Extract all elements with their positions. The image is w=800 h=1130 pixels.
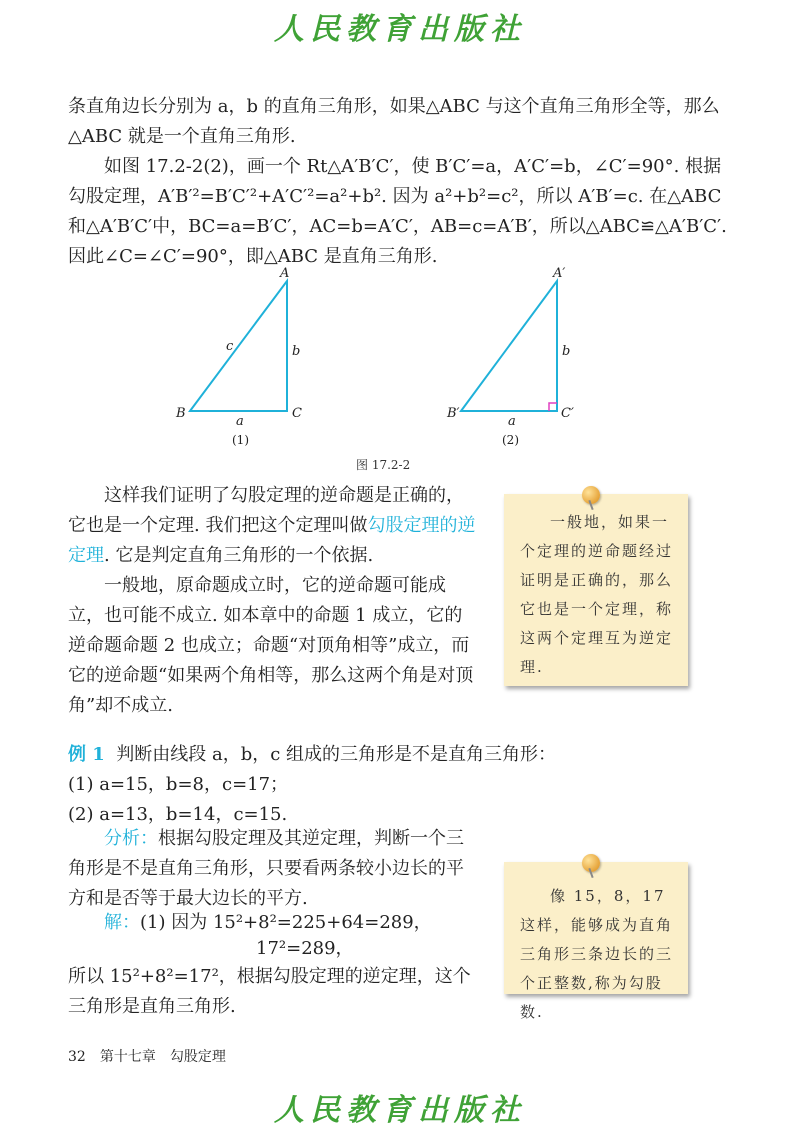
pin-icon — [582, 486, 600, 504]
publisher-logo-bottom: 人民教育出版社 — [274, 1093, 526, 1128]
pin-icon — [582, 854, 600, 872]
label-a: a — [236, 414, 244, 429]
label-a-prime: a — [508, 414, 516, 429]
label-A: A — [280, 266, 290, 281]
example-label: 例 1 — [68, 744, 105, 765]
paragraph-3-before: 这样我们证明了勾股定理的逆命题是正确的，它也是一个定理. 我们把这个定理叫做 — [68, 485, 464, 536]
triangle-a-prime — [461, 281, 557, 411]
label-b: b — [292, 344, 301, 359]
example-question-text: 判断由线段 a，b，c 组成的三角形是不是直角三角形： — [116, 744, 557, 765]
label-b-prime: b — [562, 344, 571, 359]
page-number: 32 — [68, 1049, 86, 1065]
figure-caption: 图 17.2-2 — [356, 458, 411, 472]
solution-line-2: 17²=289， — [256, 938, 354, 959]
side-note-1 — [504, 494, 688, 686]
chapter-label: 第十七章 — [99, 1049, 156, 1065]
paragraph-3-after: . 它是判定直角三角形的一个依据. — [104, 545, 374, 566]
label-A-prime: A′ — [553, 266, 566, 281]
side-note-1-text: 一般地，如果一个定理的逆命题经过证明是正确的，那么它也是一个定理，称这两个定理互为逆定理. — [520, 513, 674, 676]
paragraph-4: 一般地，原命题成立时，它的逆命题可能成立，也可能不成立. 如本章中的命题 1 成立，它的逆命题命题 2 也成立；命题“对顶角相等”成立，而它的逆命题“如果两个角相等，那么这两个角是对顶角”却不成立. — [68, 575, 474, 716]
example-item-2: (2) a=13，b=14，c=15. — [68, 804, 288, 825]
label-c: c — [226, 339, 234, 354]
solution-label: 解： — [104, 912, 140, 933]
triangle-abc — [190, 281, 287, 411]
solution-line-3: 所以 15²+8²=17²，根据勾股定理的逆定理，这个三角形是直角三角形. — [68, 966, 471, 1017]
analysis-text: 根据勾股定理及其逆定理，判断一个三角形是不是直角三角形，只要看两条较小边长的平方和是否等于最大边长的平方. — [68, 828, 464, 909]
side-note-2 — [504, 862, 688, 1021]
label-B: B — [176, 406, 186, 421]
example-question — [68, 740, 732, 770]
figure-label-1: (1) — [232, 433, 249, 447]
paragraph-2: 如图 17.2-2(2)，画一个 Rt△A′B′C′，使 B′C′=a，A′C′=b，∠C′=90°. 根据勾股定理，A′B′²=B′C′²+A′C′²=a²+b². 因为 a²+b²=c²，所以 A′B′=c. 在△ABC 和△A′B′C′中，BC=a=B′C′，AC=b=A′C′，AB=c=A′B′，所以△ABC≌△A′B′C′. 因此∠C=∠C′=90°，即△ABC 是直角三角形. — [68, 156, 727, 267]
converse-theorem-term: 勾股定理的逆定理 — [68, 515, 476, 566]
analysis-paragraph — [68, 824, 476, 914]
page-footer — [68, 1046, 240, 1066]
right-angle-mark — [549, 403, 557, 411]
figure-label-2: (2) — [502, 433, 519, 447]
analysis-label: 分析： — [104, 828, 158, 849]
paragraph-3 — [68, 481, 476, 571]
label-C-prime: C′ — [561, 406, 574, 421]
publisher-logo-top: 人民教育出版社 — [274, 12, 526, 47]
label-B-prime: B′ — [447, 406, 460, 421]
label-C: C — [292, 406, 302, 421]
chapter-title: 勾股定理 — [169, 1049, 226, 1065]
example-item-1: (1) a=15，b=8，c=17； — [68, 774, 289, 795]
paragraph-1: 条直角边长分别为 a，b 的直角三角形，如果△ABC 与这个直角三角形全等，那么△ABC 就是一个直角三角形. — [68, 96, 720, 147]
solution-line-1-text: (1) 因为 15²+8²=225+64=289， — [140, 912, 432, 933]
figure-17-2-2 — [150, 260, 610, 450]
side-note-2-text: 像 15，8，17 这样，能够成为直角三角形三条边长的三个正整数,称为勾股数. — [520, 887, 674, 1021]
